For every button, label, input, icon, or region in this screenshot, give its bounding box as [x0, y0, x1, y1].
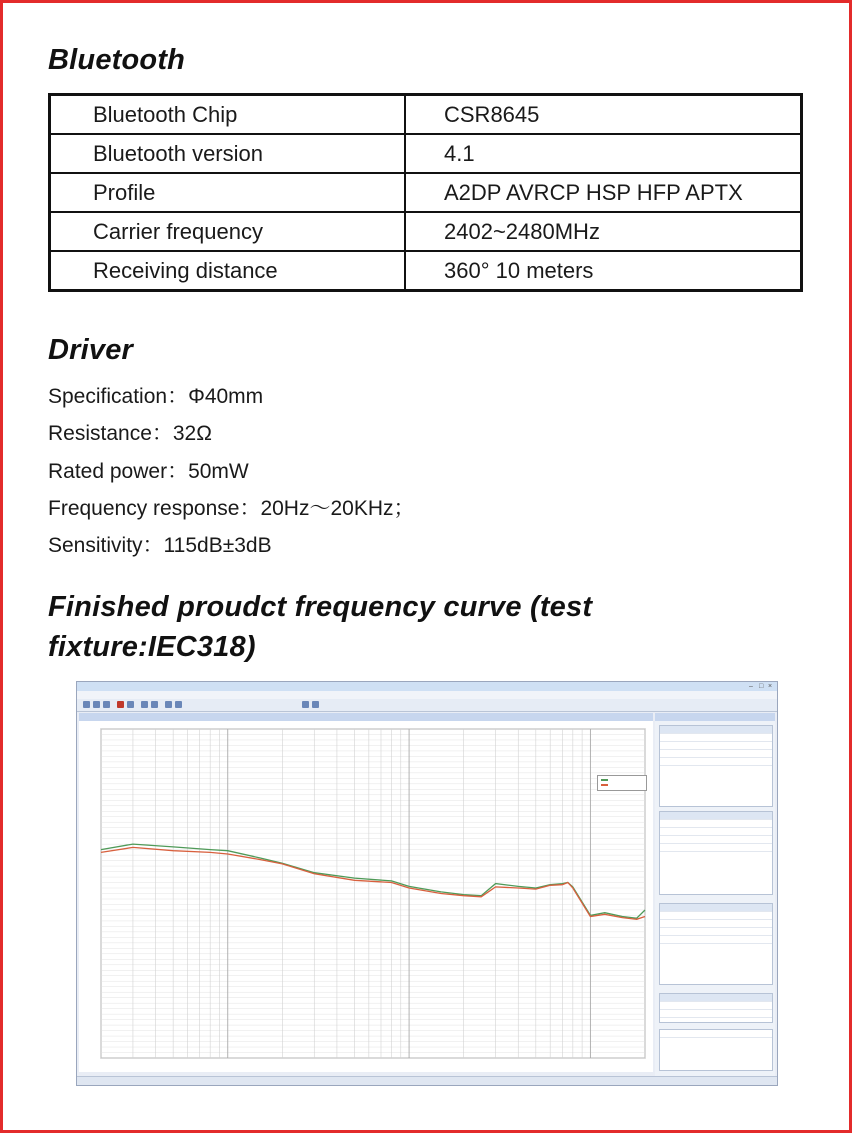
bluetooth-heading: Bluetooth	[48, 44, 186, 76]
measurement-software-screenshot	[76, 681, 778, 1086]
panel-row	[660, 742, 772, 750]
panel-row	[660, 828, 772, 836]
panel-header-row	[660, 812, 772, 820]
curve-heading	[48, 587, 748, 667]
panel-row	[660, 1010, 772, 1018]
list-item: Sensitivity：115dB±3dB	[48, 534, 272, 558]
cursor-icon	[151, 701, 158, 708]
panel-row	[660, 734, 772, 742]
panel-row	[660, 1030, 772, 1038]
zoom-icon	[141, 701, 148, 708]
panel-row	[660, 820, 772, 828]
list-item: Specification：Φ40mm	[48, 385, 264, 408]
curve-heading-line2: fixture:IEC318)	[48, 631, 256, 663]
grid-icon	[165, 701, 172, 708]
legend-swatch-green	[601, 779, 608, 781]
panel-row	[660, 920, 772, 928]
spec-key: Bluetooth version	[50, 134, 406, 173]
side-panel-header	[655, 713, 775, 721]
panel-row	[660, 1002, 772, 1010]
spec-key: Carrier frequency	[50, 212, 406, 251]
print-icon	[103, 701, 110, 708]
result-panel	[659, 811, 773, 895]
play-icon	[127, 701, 134, 708]
open-icon	[83, 701, 90, 708]
save-icon	[93, 701, 100, 708]
table-row	[50, 251, 802, 291]
spec-value: CSR8645	[405, 95, 802, 135]
spec-value: 4.1	[405, 134, 802, 173]
panel-row	[660, 750, 772, 758]
panel-row	[660, 936, 772, 944]
list-item: Resistance：32Ω	[48, 422, 212, 446]
driver-spec-list	[48, 378, 415, 564]
measure-icon	[312, 701, 319, 708]
spec-value: 360° 10 meters	[405, 251, 802, 291]
panel-header-row	[660, 994, 772, 1002]
table-row	[50, 134, 802, 173]
table-row	[50, 173, 802, 212]
minimize-icon: –	[749, 683, 753, 690]
panel-row	[660, 844, 772, 852]
panel-row	[660, 928, 772, 936]
result-panel	[659, 725, 773, 807]
result-panel	[659, 1029, 773, 1071]
table-row	[50, 212, 802, 251]
panel-row	[660, 836, 772, 844]
bluetooth-spec-table	[48, 93, 803, 292]
list-item: Rated power：50mW	[48, 459, 249, 483]
driver-heading: Driver	[48, 334, 134, 366]
menu-bar	[77, 691, 777, 699]
frequency-plot	[79, 721, 653, 1072]
results-side-panel	[655, 713, 775, 1076]
panel-row	[660, 912, 772, 920]
pen-icon	[302, 701, 309, 708]
frequency-response-chart	[79, 721, 653, 1072]
table-row	[50, 95, 802, 135]
spec-key: Receiving distance	[50, 251, 406, 291]
result-panel	[659, 993, 773, 1023]
status-bar	[77, 1076, 777, 1086]
plot-window-header	[79, 713, 653, 721]
maximize-icon: □	[759, 683, 764, 690]
toolbar	[77, 699, 777, 712]
spec-value: A2DP AVRCP HSP HFP APTX	[405, 173, 802, 212]
panel-header-row	[660, 904, 772, 912]
settings-icon	[175, 701, 182, 708]
chart-legend	[597, 775, 647, 791]
list-item: Frequency response：20Hz～20KHz；	[48, 496, 415, 520]
result-panel	[659, 903, 773, 985]
panel-header-row	[660, 726, 772, 734]
legend-swatch-red	[601, 784, 608, 786]
record-icon	[117, 701, 124, 708]
curve-heading-line1: Finished proudct frequency curve (test	[48, 591, 593, 623]
close-icon: ×	[768, 683, 773, 690]
panel-row	[660, 758, 772, 766]
spec-key: Profile	[50, 173, 406, 212]
spec-key: Bluetooth Chip	[50, 95, 406, 135]
window-titlebar	[77, 682, 777, 691]
spec-value: 2402~2480MHz	[405, 212, 802, 251]
